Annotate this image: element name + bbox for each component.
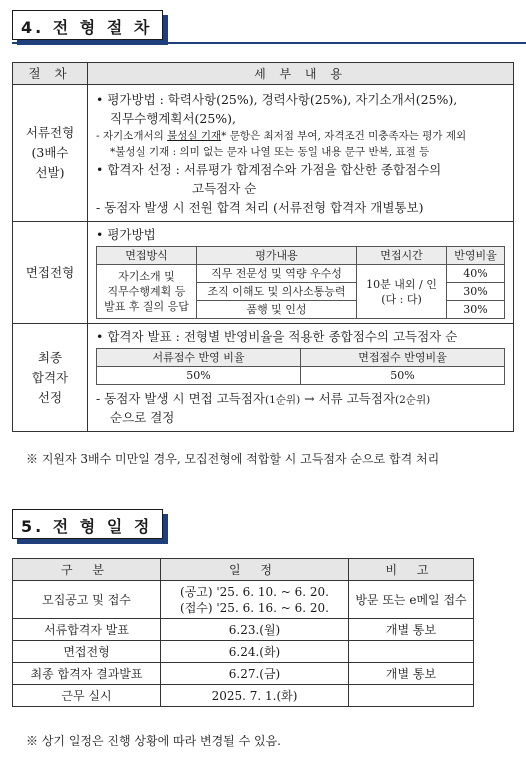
section5-title: 5. 전 형 일 정: [12, 509, 163, 539]
section4-rule: [12, 42, 526, 44]
doc-selection-line: • 합격자 선정 : 서류평가 합계점수와 가점을 합산한 종합점수의: [96, 161, 442, 177]
section5-heading: [12, 509, 163, 539]
interview-content-1: 직무 전문성 및 역량 우수성: [197, 265, 357, 283]
final-tie-line: - 동점자 발생 시 면접 고득점자(1순위) → 서류 고득점자(2순위): [96, 391, 431, 406]
schedule-row-category: 근무 실시: [13, 685, 161, 707]
doc-method-line-cont: 직무수행계획서(25%),: [110, 110, 237, 126]
interview-table: [96, 246, 505, 319]
section5-footnote: ※ 상기 일정은 진행 상황에 따라 변경될 수 있음.: [26, 734, 281, 748]
interview-method-line: • 평가방법: [96, 227, 156, 242]
schedule-row-date: (공고) '25. 6. 10. ~ 6. 20. (접수) '25. 6. 16. ~ 6. 20.: [161, 581, 349, 619]
interview-ratio-1: 40%: [447, 265, 505, 283]
schedule-row-remark: 방문 또는 e메일 접수: [349, 581, 474, 619]
schedule-row-category: 서류합격자 발표: [13, 619, 161, 641]
schedule-row-remark: [349, 685, 474, 707]
selection-procedure-table: [12, 62, 514, 432]
interview-ratio-2: 30%: [447, 283, 505, 301]
final-tie-line-cont: 순으로 결정: [110, 410, 175, 425]
doc-note-line: - 자기소개서의 불성실 기재* 문항은 최저점 부여, 자격조건 미충족자는 평가 제외: [96, 129, 467, 142]
interview-content-2: 조직 이해도 및 의사소통능력: [197, 283, 357, 301]
interview-ratio-3: 30%: [447, 301, 505, 319]
document-screening-details: [88, 85, 514, 222]
schedule-row-date: 6.23.(월): [161, 619, 349, 641]
interview-label: 면접전형: [13, 222, 88, 324]
header-procedure: 절 차: [13, 63, 88, 85]
schedule-table: [12, 558, 474, 707]
interview-col-time: 면접시간: [357, 247, 447, 265]
section4-heading: [12, 10, 163, 40]
schedule-row-date: 6.24.(화): [161, 641, 349, 663]
schedule-row-category: 모집공고 및 접수: [13, 581, 161, 619]
header-details: 세 부 내 용: [88, 63, 514, 85]
schedule-row-remark: 개별 통보: [349, 619, 474, 641]
doc-selection-line-cont: 고득점자 순: [192, 180, 257, 196]
schedule-col-category: 구 분: [13, 559, 161, 581]
interview-col-content: 평가내용: [197, 247, 357, 265]
document-screening-label: 서류전형 (3배수 선발): [13, 85, 88, 222]
schedule-col-remark: 비 고: [349, 559, 474, 581]
final-col-document: 서류점수 반영 비율: [97, 349, 301, 367]
interview-method-cell: 자기소개 및 직무수행계획 등 발표 후 질의 응답: [97, 265, 197, 319]
final-selection-details: [88, 324, 514, 432]
interview-content-3: 품행 및 인성: [197, 301, 357, 319]
section4-footnote: ※ 지원자 3배수 미만일 경우, 모집전형에 적합할 시 고득점자 순으로 합격 처리: [26, 452, 440, 466]
interview-col-ratio: 반영비율: [447, 247, 505, 265]
schedule-row-remark: [349, 641, 474, 663]
interview-details: [88, 222, 514, 324]
schedule-row-remark: 개별 통보: [349, 663, 474, 685]
schedule-row-date: 2025. 7. 1.(화): [161, 685, 349, 707]
schedule-row-date: 6.27.(금): [161, 663, 349, 685]
schedule-row-category: 면접전형: [13, 641, 161, 663]
schedule-col-date: 일 정: [161, 559, 349, 581]
doc-method-line: • 평가방법 : 학력사항(25%), 경력사항(25%), 자기소개서(25%),: [96, 91, 458, 107]
doc-tie-line: - 동점자 발생 시 전원 합격 처리 (서류전형 합격자 개별통보): [96, 199, 424, 215]
interview-col-method: 면접방식: [97, 247, 197, 265]
final-value-interview: 50%: [301, 367, 505, 385]
final-value-document: 50%: [97, 367, 301, 385]
final-col-interview: 면접점수 반영비율: [301, 349, 505, 367]
interview-time-cell: 10분 내외 / 인 (다 : 다): [357, 265, 447, 319]
section4-title: 4. 전 형 절 차: [12, 10, 163, 40]
final-announce-line: • 합격자 발표 : 전형별 반영비율을 적용한 종합점수의 고득점자 순: [96, 329, 458, 344]
final-selection-label: 최종 합격자 선정: [13, 324, 88, 432]
doc-note-definition: *불성실 기재 : 의미 없는 문자 나열 또는 동일 내용 문구 반복, 표절 등: [110, 145, 430, 158]
schedule-row-category: 최종 합격자 결과발표: [13, 663, 161, 685]
final-ratio-table: [96, 348, 505, 385]
